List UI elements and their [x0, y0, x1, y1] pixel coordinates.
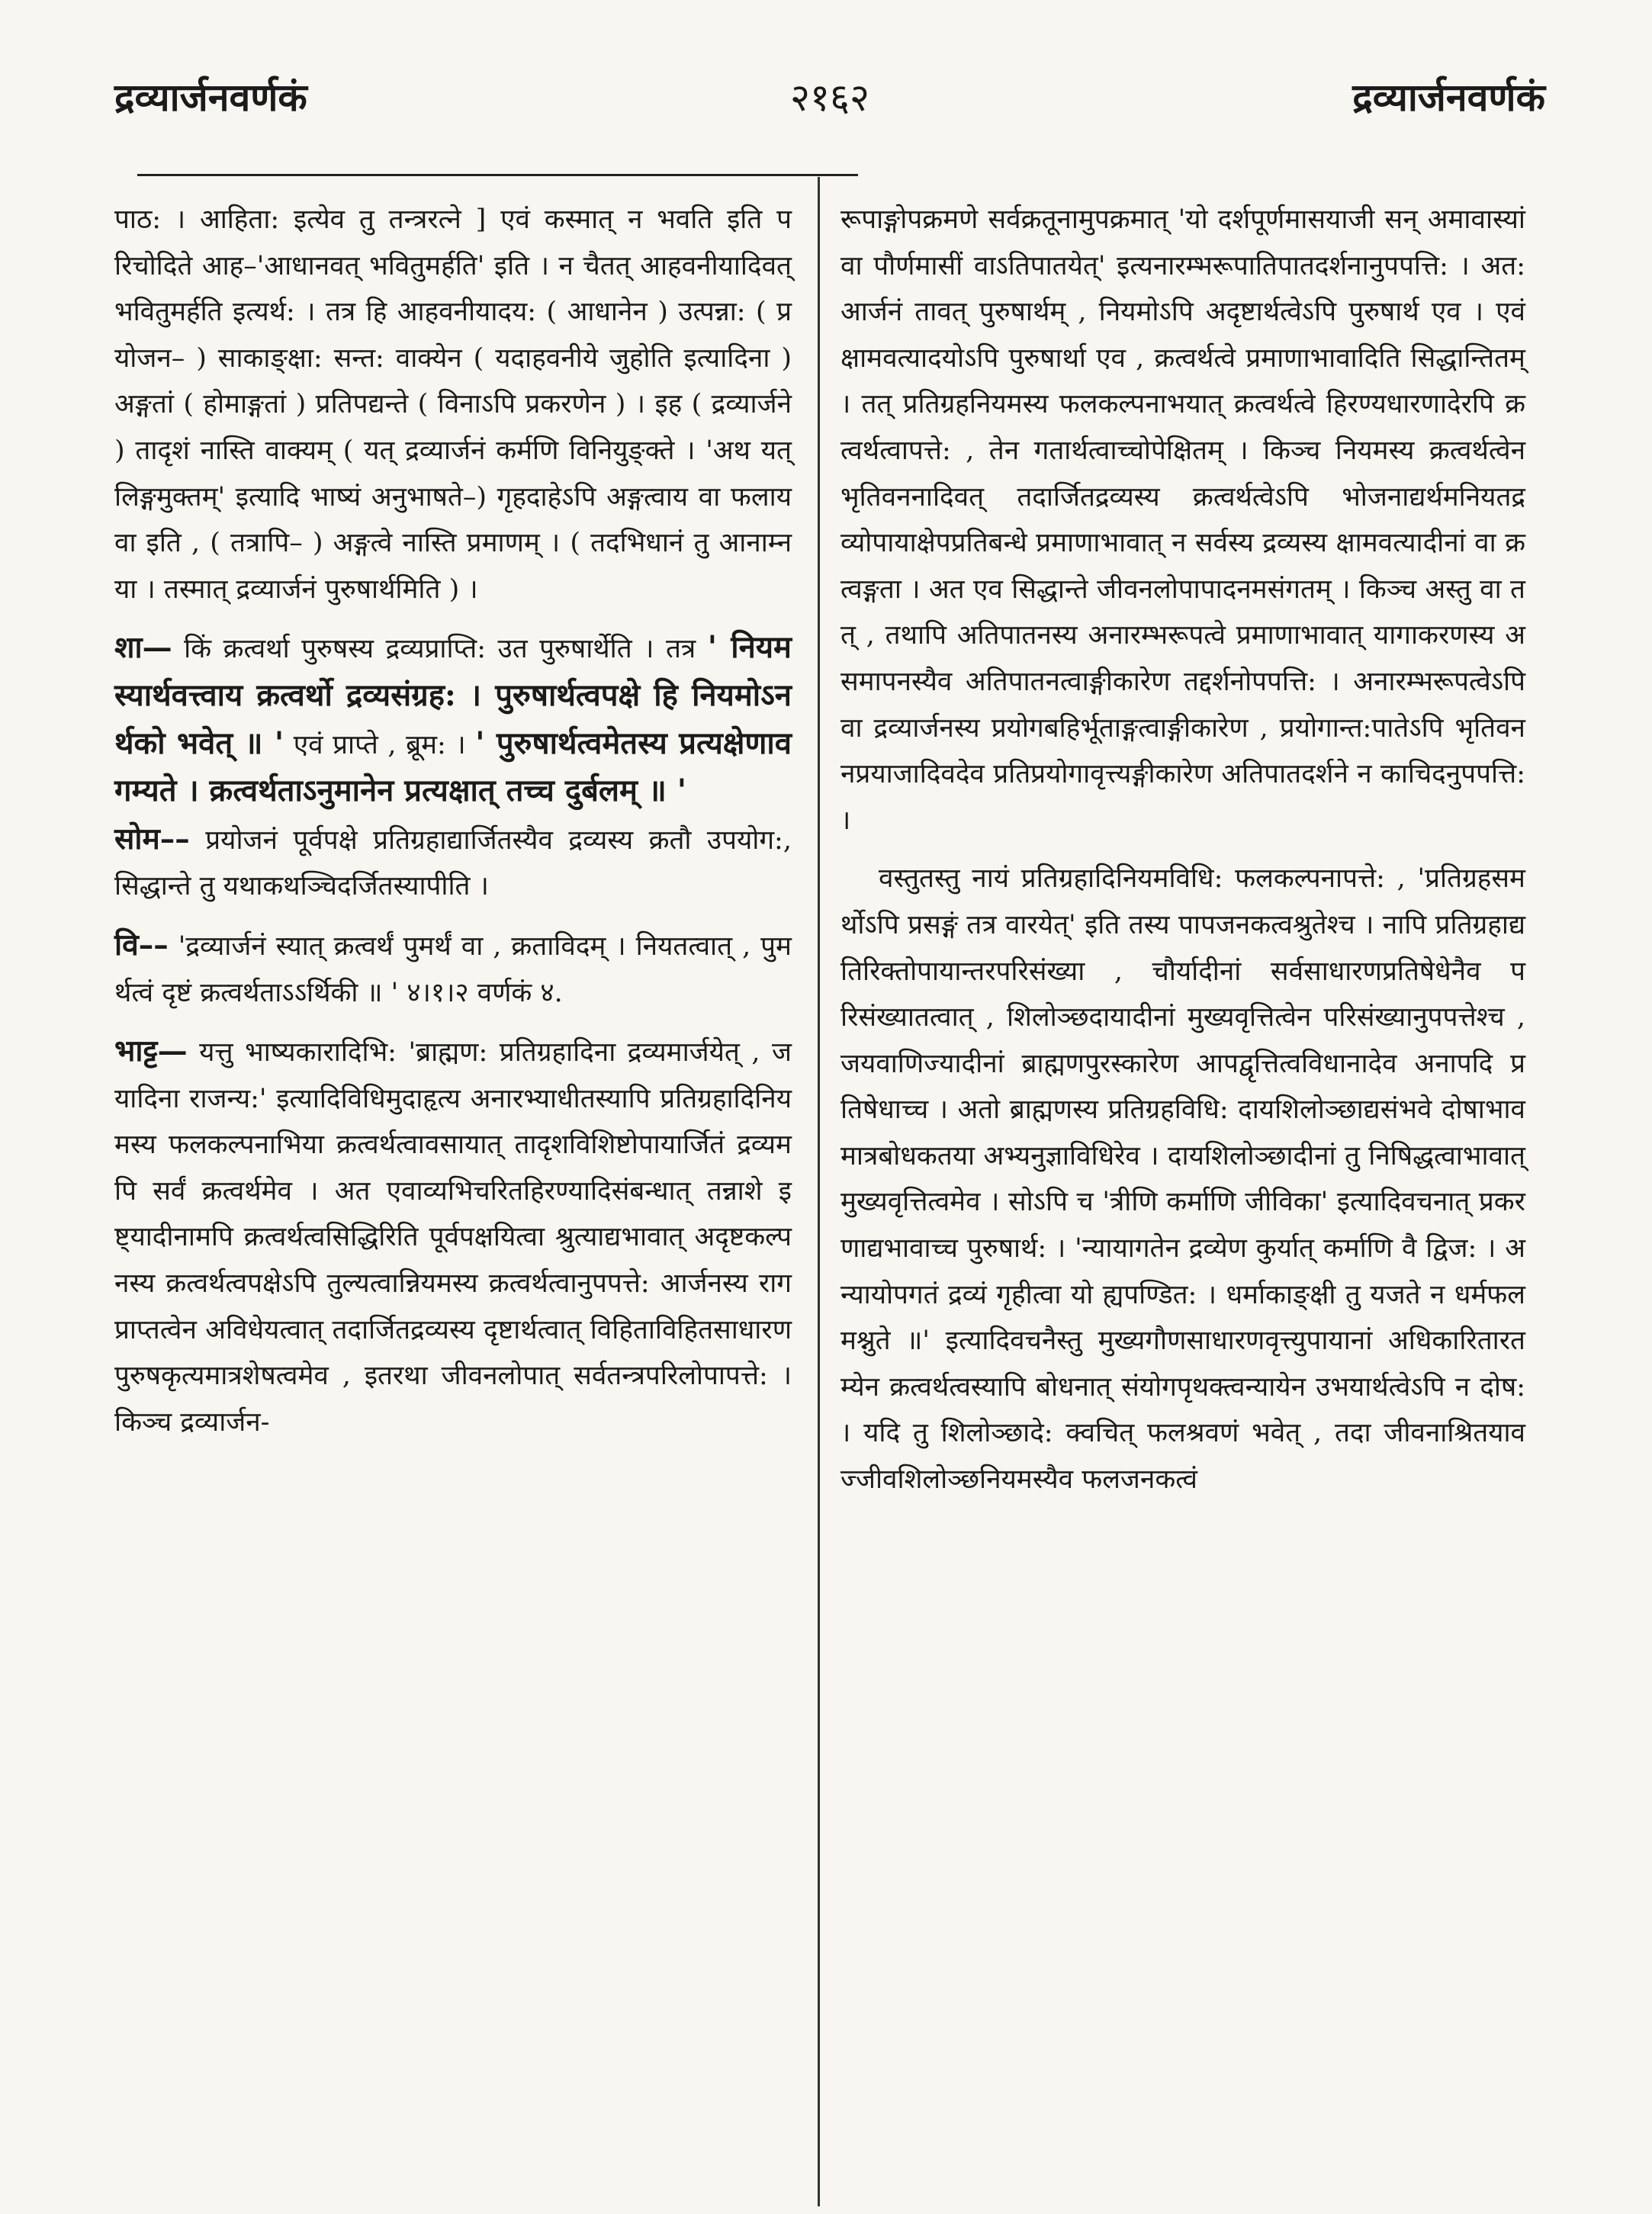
right-paragraph-2: वस्तुतस्तु नायं प्रतिग्रहादिनियमविधि: फलकल्पनापत्ते: , 'प्रतिग्रहसमर्थोऽपि प्रसङ्गं तत्र वारयेत्' इति तस्य पापजनकत्वश्रुतेश्च । नापि प्रतिग्रहाद्यतिरिक्तोपायान्तरपरिसंख्या , चौर्यादीनां सर्वसाधारणप्रतिषेधेनैव परिसंख्यातत्वात् , शिलोञ्छदायादीनां मुख्यवृत्तित्वेन परिसंख्यानुपपत्तेश्च , जयवाणिज्यादीनां ब्राह्मणपुरस्कारेण आपद्वृत्तित्वविधानादेव अनापदि प्रतिषेधाच्च । अतो ब्राह्मणस्य प्रतिग्रहविधि: दायशिलोञ्छाद्यसंभवे दोषाभावमात्रबोधकतया अभ्यनुज्ञाविधिरेव । दायशिलोञ्छादीनां तु निषिद्धत्वाभावात् मुख्यवृत्तित्वमेव । सोऽपि च 'त्रीणि कर्माणि जीविका' इत्यादिवचनात् प्रकरणाद्यभावाच्च पुरुषार्थ: । 'न्यायागतेन द्रव्येण कुर्यात् कर्माणि वै द्विज: । अन्यायोपगतं द्रव्यं गृहीत्वा यो ह्यपण्डित: । धर्माकाङ्क्षी तु यजते न धर्मफलमश्नुते ॥' इत्यादिवचनैस्तु मुख्यगौणसाधारणवृत्त्युपायानां अधिकारितारतम्येन क्रत्वर्थत्वस्यापि बोधनात् संयोगपृथक्त्वन्यायेन उभयार्थत्वेऽपि न दोष: । यदि तु शिलोञ्छादे: क्वचित् फलश्रवणं भवेत् , तदा जीवनाश्रितयावज्जीवशिलोञ्छनियमस्यैव फलजनकत्वं — [840, 863, 1525, 1496]
right-paragraph-1: रूपाङ्गोपक्रमणे सर्वक्रतूनामुपक्रमात् 'यो दर्शपूर्णमासयाजी सन् अमावास्यां वा पौर्णमासीं वाऽतिपातयेत्' इत्यनारम्भरूपातिपातदर्शनानुपपत्ति: । अत: आर्जनं तावत् पुरुषार्थम् , नियमोऽपि अदृष्टार्थत्वेऽपि पुरुषार्थ एव । एवं क्षामवत्यादयोऽपि पुरुषार्था एव , क्रत्वर्थत्वे प्रमाणाभावादिति सिद्धान्तितम् । तत् प्रतिग्रहनियमस्य फलकल्पनाभयात् क्रत्वर्थत्वे हिरण्यधारणादेरपि क्रत्वर्थत्वापत्ते: , तेन गतार्थत्वाच्चोपेक्षितम् । किञ्च नियमस्य क्रत्वर्थत्वेन भृतिवननादिवत् तदार्जितद्रव्यस्य क्रत्वर्थत्वेऽपि भोजनाद्यर्थमनियतद्रव्योपायाक्षेपप्रतिबन्धे प्रमाणाभावात् न सर्वस्य द्रव्यस्य क्षामवत्यादीनां वा क्रत्वङ्गता । अत एव सिद्धान्ते जीवनलोपापादनमसंगतम् । किञ्च अस्तु वा तत् , तथापि अतिपातनस्य अनारम्भरूपत्वे प्रमाणाभावात् यागाकरणस्य असमापनस्यैव अतिपातनत्वाङ्गीकारेण तद्दर्शनोपपत्ति: । अनारम्भरूपत्वेऽपि वा द्रव्यार्जनस्य प्रयोगबहिर्भूताङ्गत्वाङ्गीकारेण , प्रयोगान्त:पातेऽपि भृतिवननप्रयाजादिवदेव प्रतिप्रयोगावृत्त्यङ्गीकारेण अतिपातदर्शने न काचिदनुपपत्ति: । — [840, 204, 1525, 836]
left-column — [114, 197, 792, 1445]
soma-label: सोम–– — [114, 821, 190, 856]
vi-text: 'द्रव्यार्जनं स्यात् क्रत्वर्थं पुमर्थं वा , क्रताविदम् । नियतत्वात् , पुमर्थत्वं दृष्टं क्रत्वर्थताऽऽर्थिकी ॥ ' ४।१।२ वर्णकं ४. — [114, 930, 792, 1008]
shabara-label: शा— — [114, 630, 172, 666]
left-paragraph-shabara — [114, 625, 792, 815]
running-title-left: द्रव्यार्जनवर्णकं — [114, 75, 307, 120]
running-title-right: द्रव्यार्जनवर्णकं — [1352, 75, 1545, 120]
shabara-quote-2: ' पुरुषार्थत्वमेतस्य प्रत्यक्षेणावगम्यते । क्रत्वर्थताऽनुमानेन प्रत्यक्षात् तच्च दुर्बलम् ॥ ' — [114, 725, 792, 809]
header-rule — [137, 174, 858, 176]
page-header — [114, 70, 1545, 139]
bhatta-text: यत्तु भाष्यकारादिभि: 'ब्राह्मण: प्रतिग्रहादिना द्रव्यमार्जयेत् , जयादिना राजन्य:' इत्यादिविधिमुदाहृत्य अनारभ्याधीतस्यापि प्रतिग्रहादिनियमस्य फलकल्पनाभिया क्रत्वर्थत्वावसायात् तादृशविशिष्टोपायार्जितं द्रव्यमपि सर्वं क्रत्वर्थमेव । अत एवाव्यभिचरितहिरण्यादिसंबन्धात् तन्नाशे इष्ट्यादीनामपि क्रत्वर्थत्वसिद्धिरिति पूर्वपक्षयित्वा श्रुत्याद्यभावात् अदृष्टकल्पनस्य क्रत्वर्थत्वपक्षेऽपि तुल्यत्वान्नियमस्य क्रत्वर्थत्वानुपपत्ते: आर्जनस्य रागप्राप्तत्वेन अविधेयत्वात् तदार्जितद्रव्यस्य दृष्टार्थत्वात् विहिताविहितसाधारणपुरुषकृत्यमात्रशेषत्वमेव , इतरथा जीवनलोपात् सर्वतन्त्रपरिलोपापत्ते: । किञ्च द्रव्यार्जन- — [114, 1037, 792, 1438]
shabara-mid: एवं प्राप्ते , ब्रूम: । — [293, 729, 466, 760]
left-paragraph-1: पाठ: । आहिता: इत्येव तु तन्त्ररत्ने ] एवं कस्मात् न भवति इति परिचोदिते आह–'आधानवत् भवितुमर्हति' इति । न चैतत् आहवनीयादिवत् भवितुमर्हति इत्यर्थ: । तत्र हि आहवनीयादय: ( आधानेन ) उत्पन्ना: ( प्रयोजन– ) साकाङ्क्षा: सन्त: वाक्येन ( यदाहवनीये जुहोति इत्यादिना ) अङ्गतां ( होमाङ्गतां ) प्रतिपद्यन्ते ( विनाऽपि प्रकरणेन ) । इह ( द्रव्यार्जने ) तादृशं नास्ति वाक्यम् ( यत् द्रव्यार्जनं कर्मणि विनियुङ्क्ते । 'अथ यत् लिङ्गमुक्तम्' इत्यादि भाष्यं अनुभाषते–) गृहदाहेऽपि अङ्गत्वाय वा फलाय वा इति , ( तत्रापि– ) अङ्गत्वे नास्ति प्रमाणम् । ( तदभिधानं तु आनाम्नया । तस्मात् द्रव्यार्जनं पुरुषार्थमिति ) । — [114, 204, 792, 605]
vi-label: वि–– — [114, 927, 169, 962]
right-column — [840, 197, 1525, 1503]
left-paragraph-vi — [114, 922, 792, 1016]
left-paragraph-soma — [114, 816, 792, 910]
shabara-quote-1: ' नियमस्यार्थवत्त्वाय क्रत्वर्थो द्रव्यसंग्रह: । पुरुषार्थत्वपक्षे हि नियमोऽनर्थको भवेत् ॥ ' — [114, 629, 792, 761]
column-divider — [818, 177, 820, 2206]
shabara-intro: किं क्रत्वर्था पुरुषस्य द्रव्यप्राप्ति: उत पुरुषार्थेति । तत्र — [184, 634, 696, 665]
page-number: २१६२ — [790, 76, 869, 120]
left-paragraph-bhatta — [114, 1028, 792, 1445]
bhatta-label: भाट्ट— — [114, 1033, 188, 1069]
soma-text: प्रयोजनं पूर्वपक्षे प्रतिग्रहाद्यार्जितस्यैव द्रव्यस्य क्रतौ उपयोग:, सिद्धान्ते तु यथाकथञ्चिदर्जितस्यापीति । — [114, 824, 792, 902]
